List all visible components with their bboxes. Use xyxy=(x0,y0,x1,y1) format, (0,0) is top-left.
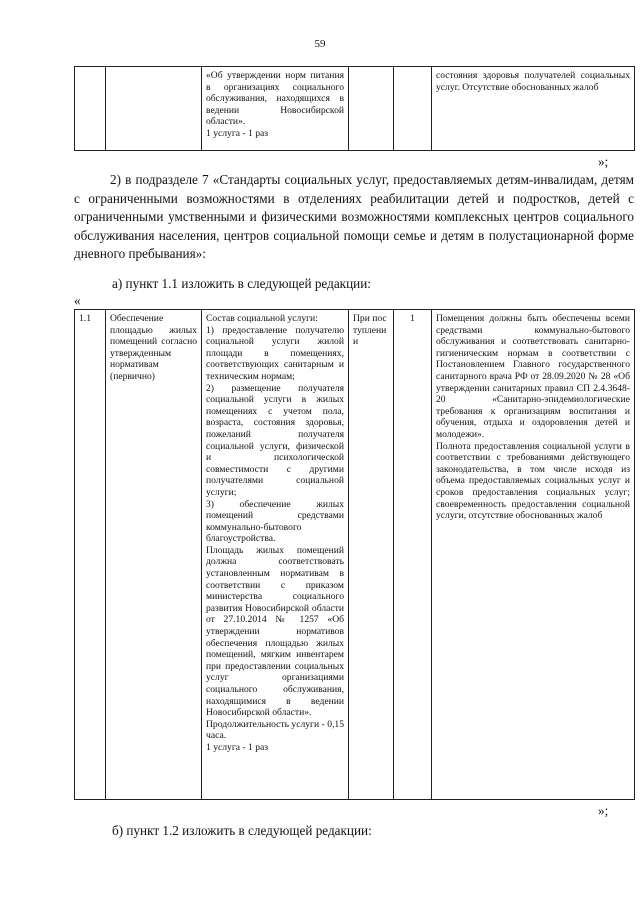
table1-cell-service xyxy=(106,67,202,151)
service-number: 1.1 xyxy=(75,310,106,800)
table1-content-line: 1 услуга - 1 раз xyxy=(206,127,269,139)
content-line: 1 услуга - 1 раз xyxy=(206,741,269,753)
service-content xyxy=(202,310,349,800)
service-name: Обеспечение площадью жилых помещений согласно утвержденным нормативам (первично) xyxy=(106,310,202,800)
requirements-line: Помещения должны быть обеспечены всеми средствами коммунально-бытового обслуживания и соответствовать санитарно-гигиеническим нормам в соответствии с Постановлением Главного государственного санитарного врача РФ от 28.09.2020 № 28 «Об утверждении санитарных правил СП 2.4.3648-20 «Санитарно-эпидемиологические требования к организациям воспитания и обучения, отдыха и оздоровления детей и молодежи». xyxy=(436,313,630,440)
table-continuation xyxy=(74,66,635,151)
content-line: 3) обеспечение жилых помещений средствами коммунально-бытового благоустройства. xyxy=(206,498,344,545)
content-line: Продолжительность услуги - 0,15 часа. xyxy=(206,718,344,742)
requirements-line: Полнота предоставления социальной услуги в соответствии с требованиями действующего законодательства, в том числе исходя из объема предоставляемых социальных услуг и сроков предоставления социальных услуг; своевременность предоставления социальной услуги, отсутствие обоснованных жалоб xyxy=(436,440,630,522)
item-b: б) пункт 1.2 изложить в следующей редакции: xyxy=(112,823,372,838)
table1-cell-number xyxy=(75,67,106,151)
table1-cell-timing xyxy=(349,67,394,151)
table1-content-line: «Об утверждении норм питания в организациях социального обслуживания, находящихся в ведении Новосибирской области». xyxy=(206,70,344,128)
closing-quote: »; xyxy=(598,803,609,818)
table-service-1-1 xyxy=(74,309,635,800)
closing-quote: »; xyxy=(598,154,609,169)
content-line: 1) предоставление получателю социальной услуги жилой площади в помещениях, соответствующих санитарным и техническим нормам; xyxy=(206,324,344,382)
open-quote: « xyxy=(74,293,81,308)
service-requirements xyxy=(432,310,635,800)
item-a: а) пункт 1.1 изложить в следующей редакции: xyxy=(112,276,371,291)
table1-cell-content xyxy=(202,67,349,151)
service-count: 1 xyxy=(394,310,432,800)
page-number: 59 xyxy=(314,38,326,50)
table1-cell-requirements: состояния здоровья получателей социальных услуг. Отсутствие обоснованных жалоб xyxy=(432,67,635,151)
table1-cell-count xyxy=(394,67,432,151)
content-line: Площадь жилых помещений должна соответствовать установленным нормативам в соответствии с приказом министерства социального развития Новосибирской области от 27.10.2014 № 1257 «Об утверждении нормативов обеспечения площадью жилых помещений, мягким инвентарем при предоставлении социальных услуг организациями социального обслуживания, находящимися в ведении Новосибирской области». xyxy=(206,544,344,719)
service-timing: При поступлении xyxy=(349,310,394,800)
content-line: 2) размещение получателя социальной услуги в жилых помещениях с учетом пола, возраста, состояния здоровья, пожеланий получателя социальной услуги, физической и психологической совместимости с другими получателями социальной услуги; xyxy=(206,382,344,498)
amendment-paragraph: 2) в подразделе 7 «Стандарты социальных услуг, предоставляемых детям-инвалидам, детям с ограниченными возможностями в отделениях реабилитации детей и подростков, детей с ограниченными умственными и физическими возможностями комплексных центров социального обслуживания населения, центров социальной помощи семье и детям в полустационарной форме дневного пребывания»: xyxy=(74,172,634,262)
content-line: Состав социальной услуги: xyxy=(206,313,318,324)
